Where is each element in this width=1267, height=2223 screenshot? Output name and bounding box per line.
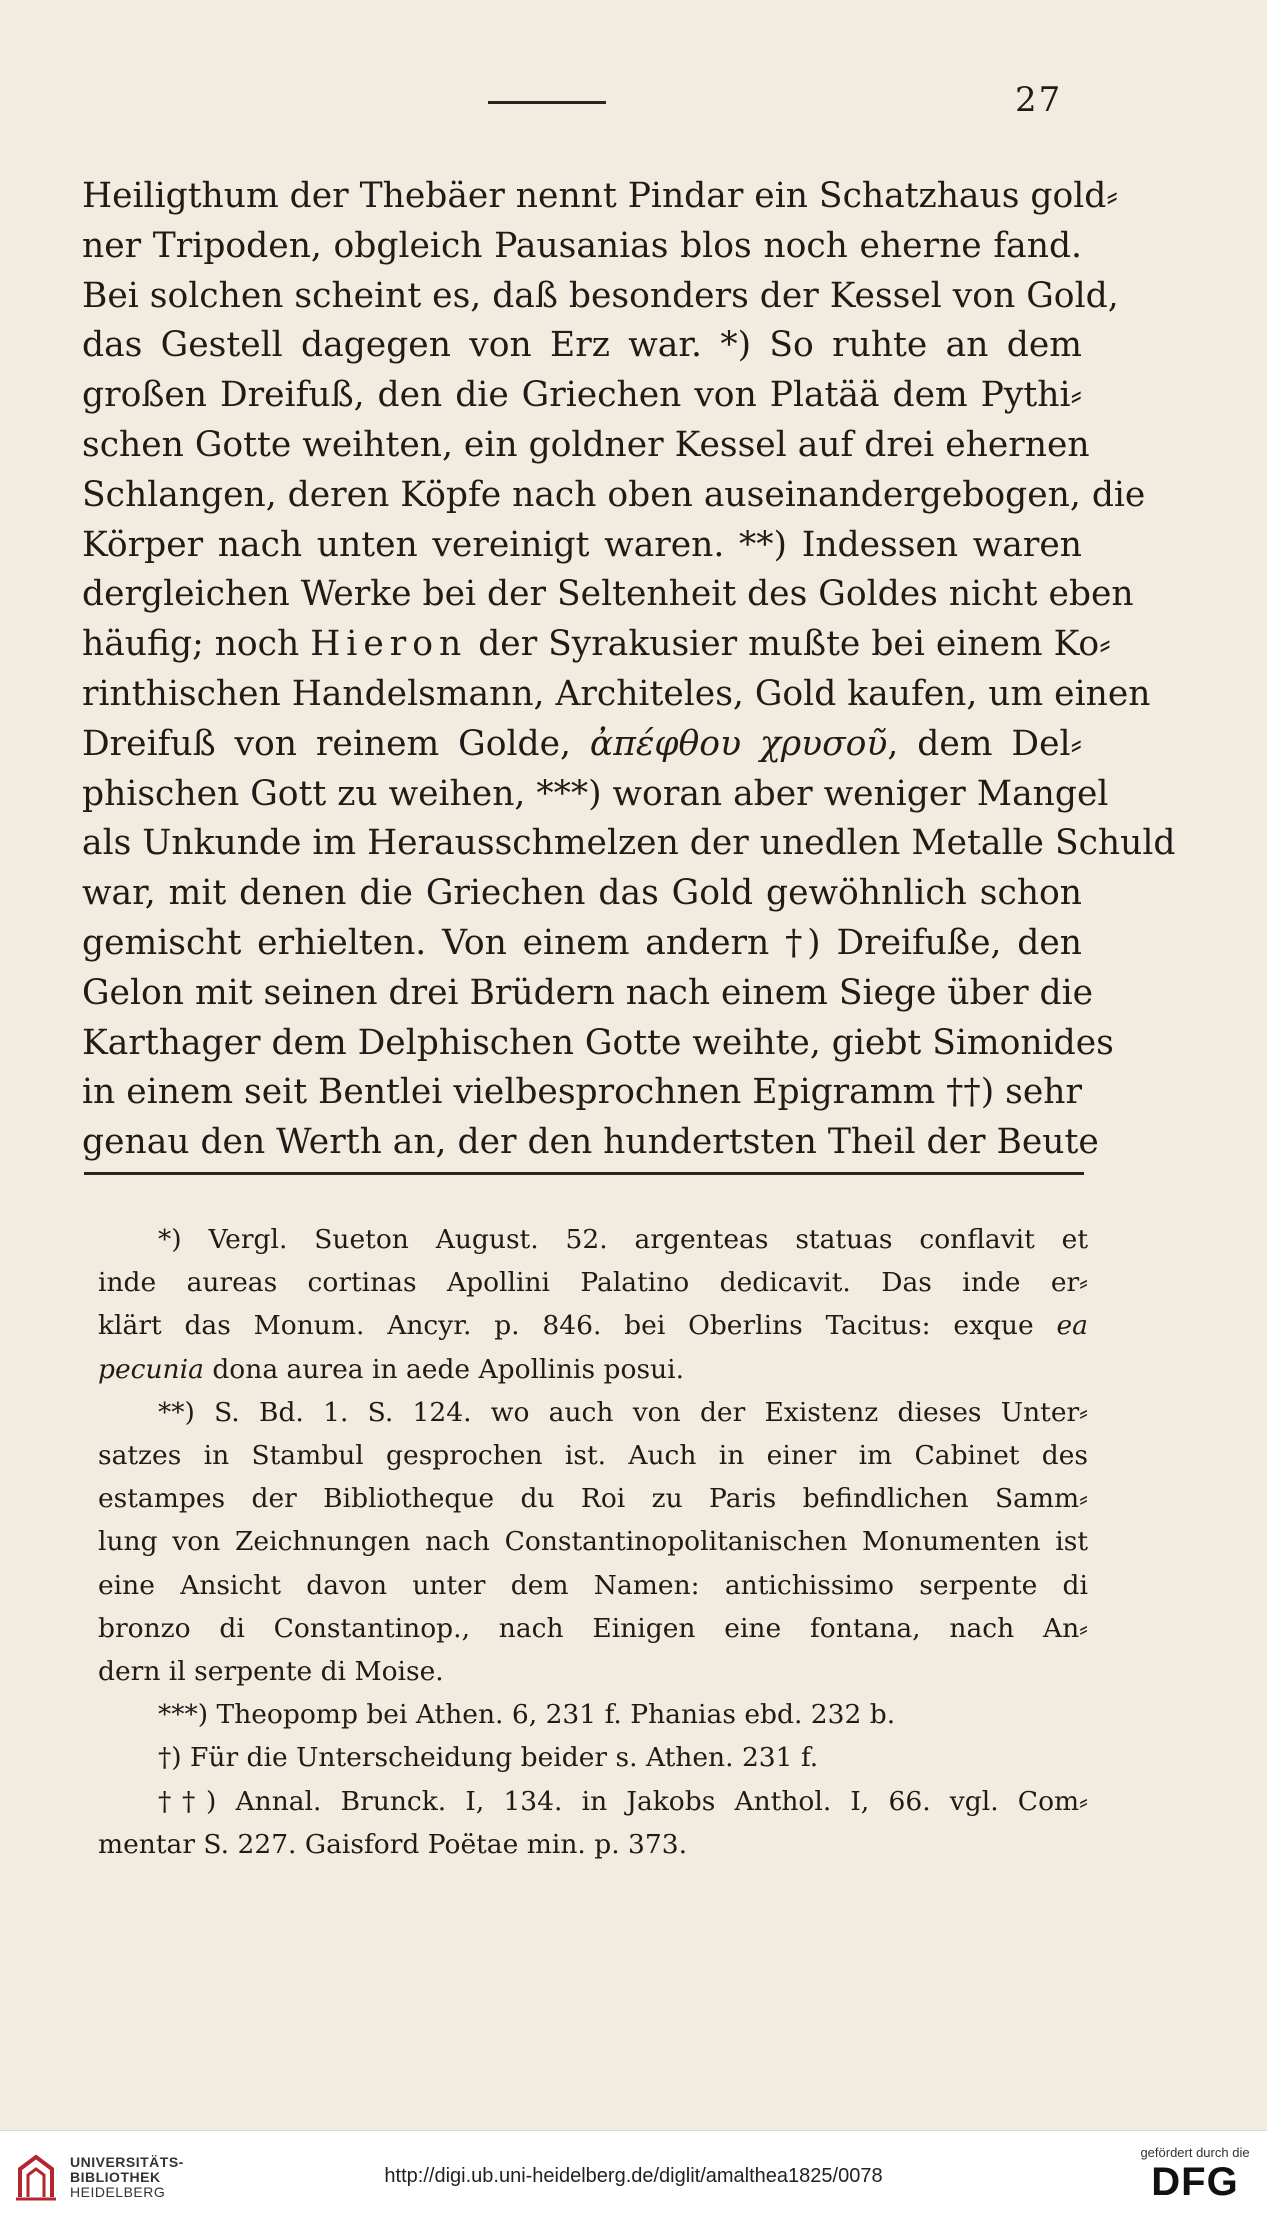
text-line: großen Dreifuß, den die Griechen von Platää dem Pythi⸗ bbox=[82, 375, 1082, 416]
text-line: war, mit denen die Griechen das Gold gewöhnlich schon bbox=[82, 873, 1082, 914]
main-text-body bbox=[82, 172, 1176, 1168]
text-fragment: häufig; noch bbox=[82, 624, 300, 665]
text-line: rinthischen Handelsmann, Architeles, Gold kaufen, um einen bbox=[82, 673, 1151, 714]
footnote-line: *) Vergl. Sueton August. 52. argenteas statuas conflavit et bbox=[158, 1224, 1088, 1255]
footnote-line: inde aureas cortinas Apollini Palatino dedicavit. Das inde er⸗ bbox=[98, 1267, 1088, 1299]
text-line bbox=[82, 720, 1082, 770]
text-line: als Unkunde im Herausschmelzen der unedlen Metalle Schuld bbox=[82, 823, 1176, 864]
library-name-line: HEIDELBERG bbox=[70, 2184, 166, 2200]
text-line: in einem seit Bentlei vielbesprochnen Epigramm ††) sehr bbox=[82, 1072, 1082, 1113]
footer-bar bbox=[0, 2130, 1267, 2223]
text-line: Heiligthum der Thebäer nennt Pindar ein Schatzhaus gold⸗ bbox=[82, 176, 1118, 216]
text-fragment: , dem Del⸗ bbox=[887, 723, 1083, 764]
italic-latin: pecunia bbox=[98, 1353, 204, 1385]
footnote-line: †) Für die Unterscheidung beider s. Athen. 231 f. bbox=[158, 1742, 819, 1774]
footnote-line: ††) Annal. Brunck. I, 134. in Jakobs Anthol. I, 66. vgl. Com⸗ bbox=[158, 1785, 1088, 1817]
page-number: 27 bbox=[1015, 80, 1063, 120]
text-fragment: dona aurea in aede Apollinis posui. bbox=[212, 1353, 685, 1385]
emphasized-name: Hieron bbox=[310, 624, 468, 665]
text-line: genau den Werth an, der den hundertsten Theil der Beute bbox=[82, 1122, 1099, 1163]
permalink-url[interactable]: http://digi.ub.uni-heidelberg.de/diglit/amalthea1825/0078 bbox=[384, 2165, 883, 2187]
text-line: das Gestell dagegen von Erz war. *) So ruhte an dem bbox=[82, 325, 1082, 366]
dfg-logo: DFG bbox=[1151, 2160, 1239, 2204]
text-fragment: der Syrakusier mußte bei einem Ko⸗ bbox=[478, 624, 1111, 665]
library-name-line: UNIVERSITÄTS- bbox=[70, 2154, 184, 2170]
footnote-line: mentar S. 227. Gaisford Poëtae min. p. 373. bbox=[98, 1828, 688, 1860]
footnote-line bbox=[98, 1304, 1088, 1347]
header-rule bbox=[488, 101, 606, 104]
funder-block[interactable] bbox=[1135, 2145, 1255, 2204]
library-name-line: BIBLIOTHEK bbox=[70, 2169, 161, 2185]
funder-label: gefördert durch die bbox=[1140, 2145, 1250, 2160]
text-line: Gelon mit seinen drei Brüdern nach einem Siege über die bbox=[82, 972, 1094, 1013]
greek-phrase: ἀπέφθου χρυσοῦ bbox=[589, 723, 888, 764]
text-line: Körper nach unten vereinigt waren. **) Indessen waren bbox=[82, 524, 1082, 565]
text-line: schen Gotte weihten, ein goldner Kessel auf drei ehernen bbox=[82, 424, 1090, 465]
text-line bbox=[82, 620, 1111, 670]
text-fragment: klärt das Monum. Ancyr. p. 846. bei Oberlins Tacitus: exque bbox=[98, 1310, 1034, 1342]
footnote-line: estampes der Bibliotheque du Roi zu Paris befindlichen Samm⸗ bbox=[98, 1483, 1088, 1515]
footnote-line: **) S. Bd. 1. S. 124. wo auch von der Existenz dieses Unter⸗ bbox=[158, 1396, 1088, 1428]
text-fragment: Dreifuß von reinem Golde, bbox=[82, 723, 571, 764]
footnote-line: bronzo di Constantinop., nach Einigen eine fontana, nach An⸗ bbox=[98, 1612, 1088, 1644]
text-line: ner Tripoden, obgleich Pausanias blos noch eherne fand. bbox=[82, 225, 1082, 266]
text-line: dergleichen Werke bei der Seltenheit des Goldes nicht eben bbox=[82, 574, 1134, 615]
footnote-rule bbox=[84, 1172, 1084, 1175]
text-line: Karthager dem Delphischen Gotte weihte, giebt Simonides bbox=[82, 1022, 1114, 1063]
footnote-line: satzes in Stambul gesprochen ist. Auch in einer im Cabinet des bbox=[98, 1440, 1088, 1472]
footnote-line: eine Ansicht davon unter dem Namen: antichissimo serpente di bbox=[98, 1569, 1088, 1601]
footnotes bbox=[98, 1218, 1088, 1866]
italic-latin: ea bbox=[1056, 1310, 1088, 1342]
footnote-line bbox=[98, 1348, 1088, 1391]
text-line: Bei solchen scheint es, daß besonders der Kessel von Gold, bbox=[82, 275, 1119, 316]
text-line: phischen Gott zu weihen, ***) woran aber weniger Mangel bbox=[82, 773, 1109, 814]
footnote-line: lung von Zeichnungen nach Constantinopolitanischen Monumenten ist bbox=[98, 1526, 1088, 1558]
footnote-line: dern il serpente di Moise. bbox=[98, 1656, 444, 1688]
text-line: Schlangen, deren Köpfe nach oben auseinandergebogen, die bbox=[82, 474, 1146, 515]
text-line: gemischt erhielten. Von einem andern †) Dreifuße, den bbox=[82, 922, 1082, 963]
footnote-line: ***) Theopomp bei Athen. 6, 231 f. Phanias ebd. 232 b. bbox=[158, 1699, 896, 1731]
